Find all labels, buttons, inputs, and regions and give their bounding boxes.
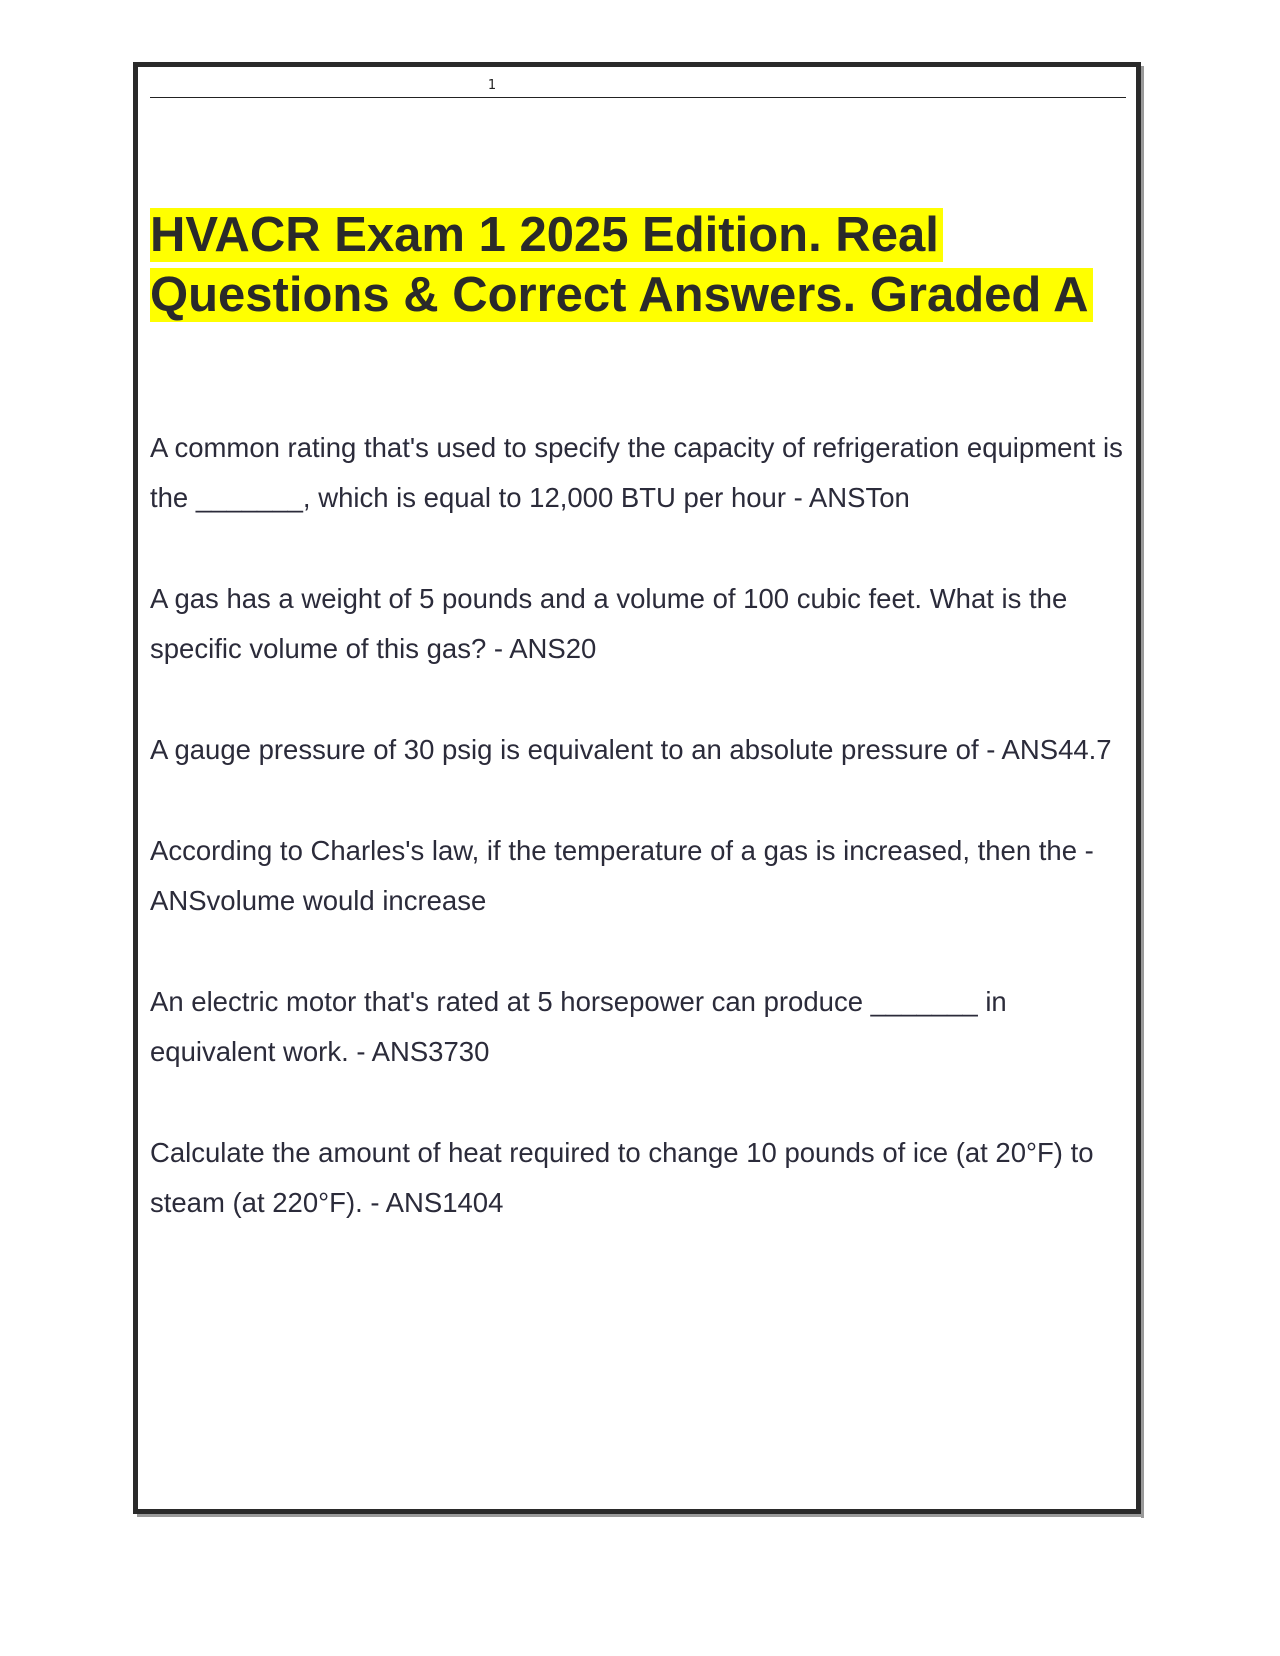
document-title [150,205,1130,325]
document-title-text: HVACR Exam 1 2025 Edition. Real Questions & Correct Answers. Graded A [150,208,1093,322]
frame-shadow-right [1141,66,1144,1518]
qa-item: A gas has a weight of 5 pounds and a volume of 100 cubic feet. What is the specific volume of this gas? - ANS20 [150,583,1068,664]
qa-item: An electric motor that's rated at 5 horsepower can produce _______ in equivalent work. - ANS3730 [150,986,1007,1067]
header-rule [150,97,1126,98]
qa-item: A common rating that's used to specify the capacity of refrigeration equipment is the _______, which is equal to 12,000 BTU per hour - ANSTon [150,432,1123,513]
frame-shadow-bottom [137,1514,1144,1517]
qa-item: According to Charles's law, if the temperature of a gas is increased, then the - ANSvolume would increase [150,835,1094,916]
qa-item: A gauge pressure of 30 psig is equivalent to an absolute pressure of - ANS44.7 [150,734,1112,765]
qa-item: Calculate the amount of heat required to change 10 pounds of ice (at 20°F) to steam (at 220°F). - ANS1404 [150,1137,1094,1218]
page-number: 1 [487,78,497,93]
qa-list [150,423,1130,1279]
